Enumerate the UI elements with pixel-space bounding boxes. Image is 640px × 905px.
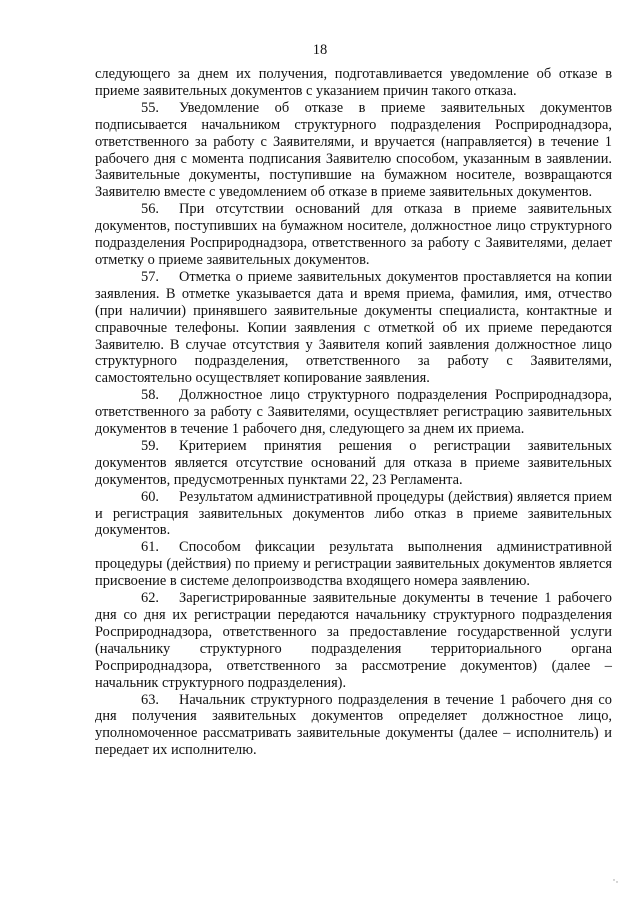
page-number: 18 <box>312 42 328 58</box>
paragraph-text: Должностное лицо структурного подразделения Росприроднадзора, ответственного за работу с Заявителями, осуществляет регистрацию заявительных документов в течение 1 рабочего дня, следующего за днем их приема. <box>95 387 612 438</box>
paragraph-text: Критерием принятия решения о регистрации заявительных документов является отсутствие оснований для отказа в приеме заявительных документов, предусмотренных пунктами 22, 23 Регламента. <box>95 437 612 488</box>
paragraph-text: Отметка о приеме заявительных документов проставляется на копии заявления. В отметке указывается дата и время приема, фамилия, имя, отчество (при наличии) принявшего заявительные документы специалиста, контактные и справочные телефоны. Копии заявления с отметкой об их приеме передаются Заявителю. В случае отсутствия у Заявителя копий заявления должностное лицо структурного подразделения, ответственного за работу с Заявителями, самостоятельно осуществляет копирование заявления. <box>95 268 612 387</box>
paragraph-text: Уведомление об отказе в приеме заявительных документов подписывается начальником структурного подразделения Росприроднадзора, ответственного за работу с Заявителями, и вручается (направляется) в течение 1 рабочего дня с момента подписания Заявителю способом, указанным в заявлении. Заявительные документы, поступившие на бумажном носителе, возвращаются Заявителю вместе с уведомлением об отказе в приеме заявительных документов. <box>95 99 612 201</box>
paragraph-60 <box>95 489 612 540</box>
paragraph-58 <box>95 387 612 438</box>
paragraph-63 <box>95 692 612 760</box>
paragraph-number: 58. <box>141 387 159 404</box>
paragraph-number: 56. <box>141 201 159 218</box>
paragraph-57 <box>95 269 612 387</box>
paragraph-text: Начальник структурного подразделения в течение 1 рабочего дня со дня получения заявительных документов определяет должностное лицо, уполномоченное рассматривать заявительные документы (далее – исполнитель) и передает их исполнителю. <box>95 691 612 759</box>
paragraph-number: 55. <box>141 99 159 116</box>
paragraph-number: 63. <box>141 691 159 708</box>
paragraph-55 <box>95 100 612 201</box>
paragraph-text: При отсутствии оснований для отказа в приеме заявительных документов, поступивших на бумажном носителе, должностное лицо структурного подразделения Росприроднадзора, ответственного за работу с Заявителями, делает отметку о приеме заявительных документов. <box>95 201 612 268</box>
paragraph-text: Зарегистрированные заявительные документы в течение 1 рабочего дня со дня их регистрации передаются начальнику структурного подразделения Росприроднадзора, ответственного за предоставление государственной услуги (начальнику структурного подразделения территориального органа Росприроднадзора, ответственного за рассмотрение документов) (далее – начальник структурного подразделения). <box>95 590 612 691</box>
paragraph-61 <box>95 539 612 590</box>
paragraph-number: 60. <box>141 488 159 505</box>
paragraph-62 <box>95 590 612 691</box>
document-body <box>95 66 612 759</box>
paragraph-number: 61. <box>141 539 159 556</box>
paragraph-59 <box>95 438 612 489</box>
paragraph-number: 62. <box>141 590 159 607</box>
scan-corner-mark <box>612 877 620 885</box>
scan-dots-icon <box>612 877 620 885</box>
continuation-paragraph: следующего за днем их получения, подготавливается уведомление об отказе в приеме заявительных документов с указанием причин такого отказа. <box>95 66 612 99</box>
paragraph-text: Способом фиксации результата выполнения административной процедуры (действия) по приему и регистрации заявительных документов является присвоение в системе делопроизводства входящего номера заявлению. <box>95 539 612 590</box>
paragraph-text: Результатом административной процедуры (действия) является прием и регистрация заявительных документов либо отказ в приеме заявительных документов. <box>95 488 612 539</box>
paragraph-number: 57. <box>141 268 159 285</box>
paragraph-56 <box>95 201 612 269</box>
paragraph-number: 59. <box>141 437 159 454</box>
